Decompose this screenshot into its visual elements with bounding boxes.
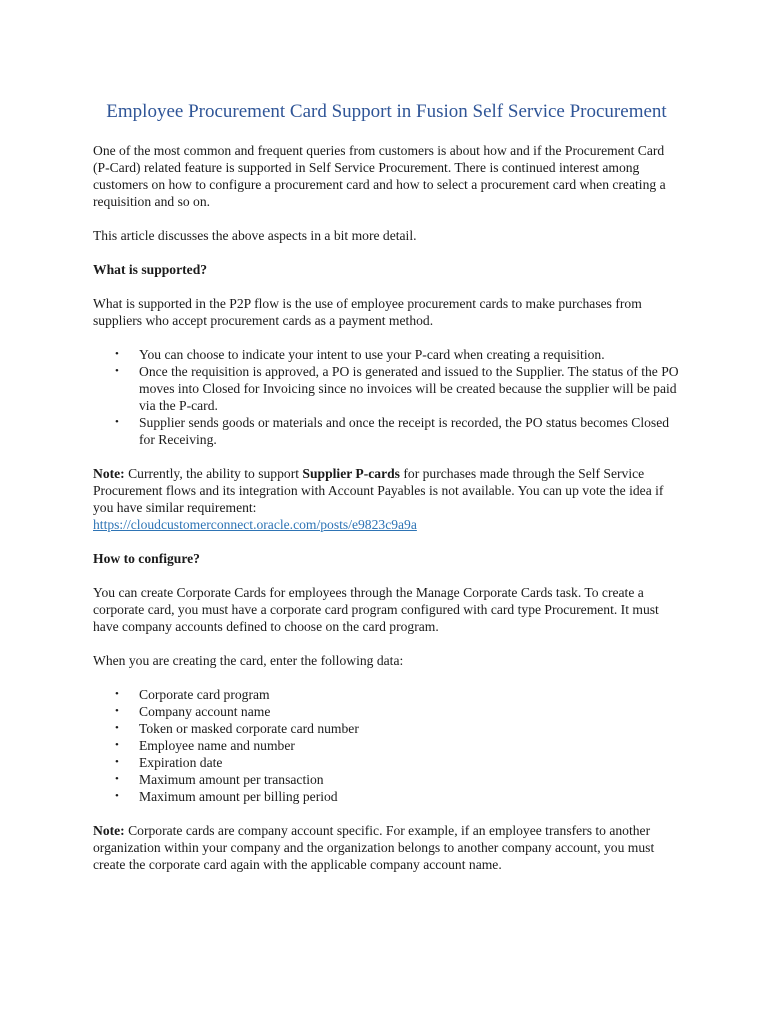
section-heading-configure: How to configure? — [93, 551, 200, 566]
idea-link[interactable]: https://cloudcustomerconnect.oracle.com/posts/e9823c9a9a — [93, 517, 417, 532]
list-item: • Company account name — [115, 704, 271, 719]
bullet-icon: • — [115, 688, 119, 700]
bullet-icon: • — [115, 722, 119, 734]
bullet-icon: • — [115, 365, 119, 377]
list-item: • Expiration date — [115, 755, 223, 770]
intro-paragraph: One of the most common and frequent queries from customers is about how and if the Procurement Card (P-Card) related feature is supported in Self Service Procurement. There is continued interest among customers on how to configure a procurement card and how to select a procurement card when creating a requisition and so on. — [93, 143, 666, 209]
list-item: • Employee name and number — [115, 738, 295, 753]
bullet-icon: • — [115, 790, 119, 802]
list-item: • Supplier sends goods or materials and once the receipt is recorded, the PO status becomes Closed for Receiving. — [115, 415, 670, 447]
list-item: • Maximum amount per billing period — [115, 789, 338, 804]
bullet-icon: • — [115, 348, 119, 360]
list-item: • Token or masked corporate card number — [115, 721, 359, 736]
bold-term: Supplier P-cards — [302, 466, 400, 481]
bullet-icon: • — [115, 756, 119, 768]
bullet-icon: • — [115, 739, 119, 751]
scope-paragraph: This article discusses the above aspects in a bit more detail. — [93, 228, 417, 243]
note-paragraph-corporate: Note: Corporate cards are company account specific. For example, if an employee transfers to another organization within your company and the organization belongs to another company account, you must create the corporate card again with the applicable company account name. — [93, 823, 655, 872]
card-data-lead: When you are creating the card, enter the following data: — [93, 653, 404, 668]
list-item: • Corporate card program — [115, 687, 270, 702]
supported-paragraph: What is supported in the P2P flow is the use of employee procurement cards to make purchases from suppliers who accept procurement cards as a payment method. — [93, 296, 642, 328]
list-item: • You can choose to indicate your intent to use your P-card when creating a requisition. — [115, 347, 605, 362]
bullet-icon: • — [115, 705, 119, 717]
bullet-icon: • — [115, 416, 119, 428]
bullet-icon: • — [115, 773, 119, 785]
configure-paragraph: You can create Corporate Cards for employees through the Manage Corporate Cards task. To create a corporate card, you must have a corporate card program configured with card type Procurement. It must have company accounts defined to choose on the card program. — [93, 585, 659, 634]
card-data-list — [93, 686, 680, 805]
document-title: Employee Procurement Card Support in Fusion Self Service Procurement — [106, 101, 667, 122]
note-paragraph-pcards: Note: Currently, the ability to support Supplier P-cards for purchases made through the Self Service Procurement flows and its integration with Account Payables is not available. You can up vote the idea if you have similar requirement: https://cloudcustomerconnect.oracle.com/posts/e9823c9a9a — [93, 466, 664, 532]
section-heading-supported: What is supported? — [93, 262, 208, 277]
note-label: Note: — [93, 466, 125, 481]
supported-list — [93, 346, 680, 448]
note-label: Note: — [93, 823, 125, 838]
list-item: • Maximum amount per transaction — [115, 772, 324, 787]
list-item: • Once the requisition is approved, a PO is generated and issued to the Supplier. The status of the PO moves into Closed for Invoicing since no invoices will be created because the supplier will be paid via the P-card. — [115, 364, 679, 413]
